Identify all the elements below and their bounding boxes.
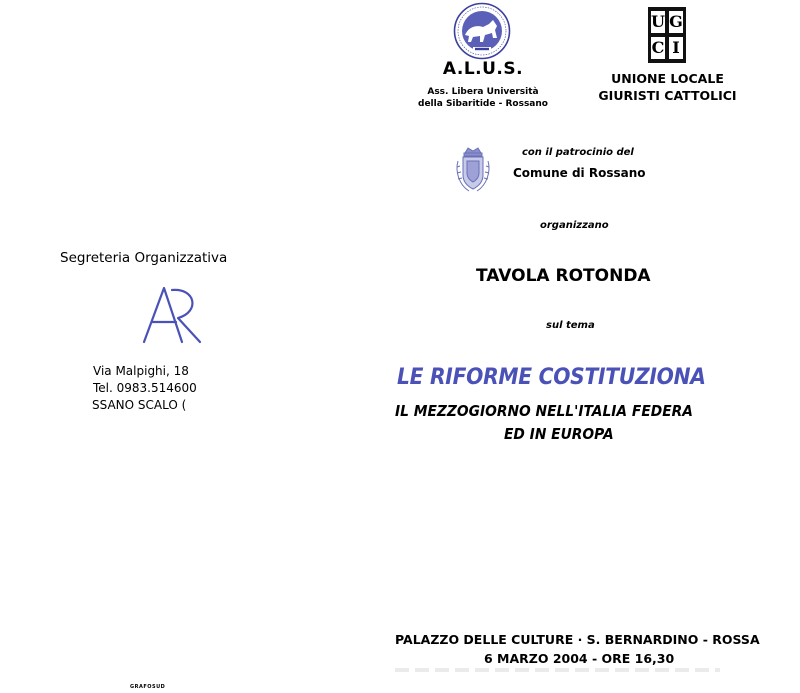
event-subtitle-2: ED IN EUROPA <box>504 425 614 443</box>
alus-subtitle-1: Ass. Libera Università <box>427 87 539 97</box>
alus-subtitle-2: della Sibaritide - Rossano <box>418 99 548 109</box>
right-panel <box>380 0 760 693</box>
faint-bleed-line <box>395 668 720 672</box>
printer-credit: GRAFOSUD <box>130 684 166 690</box>
ugci-logo-icon <box>648 7 686 63</box>
university-seal-icon <box>453 2 511 60</box>
ugci-letter-c: C <box>651 38 665 57</box>
address-phone: Tel. 0983.514600 <box>93 381 197 395</box>
patronage-intro: con il patrocinio del <box>522 147 634 158</box>
address-street: Via Malpighi, 18 <box>93 364 189 378</box>
organizzano-label: organizzano <box>540 220 609 231</box>
ugci-letter-g: G <box>669 12 683 31</box>
event-venue: PALAZZO DELLE CULTURE · S. BERNARDINO - ROSSA <box>395 632 760 647</box>
comune-name: Comune di Rossano <box>513 166 646 180</box>
segreteria-label: Segreteria Organizzativa <box>60 250 228 266</box>
ugci-line-2: GIURISTI CATTOLICI <box>598 88 737 103</box>
alus-name: A.L.U.S. <box>442 59 524 79</box>
address-city: SSANO SCALO ( <box>92 398 187 412</box>
ugci-letter-i: I <box>669 37 683 59</box>
event-date: 6 MARZO 2004 - ORE 16,30 <box>484 651 675 666</box>
ugci-letter-u: U <box>651 12 665 31</box>
event-subtitle-1: IL MEZZOGIORNO NELL'ITALIA FEDERA <box>395 402 693 420</box>
coat-of-arms-icon <box>455 145 491 195</box>
ar-monogram-icon <box>138 282 210 348</box>
ugci-line-1: UNIONE LOCALE <box>611 71 724 86</box>
event-title: LE RIFORME COSTITUZIONA <box>397 364 706 390</box>
event-type: TAVOLA ROTONDA <box>476 266 651 286</box>
sul-tema-label: sul tema <box>546 320 595 331</box>
left-panel <box>0 0 228 693</box>
